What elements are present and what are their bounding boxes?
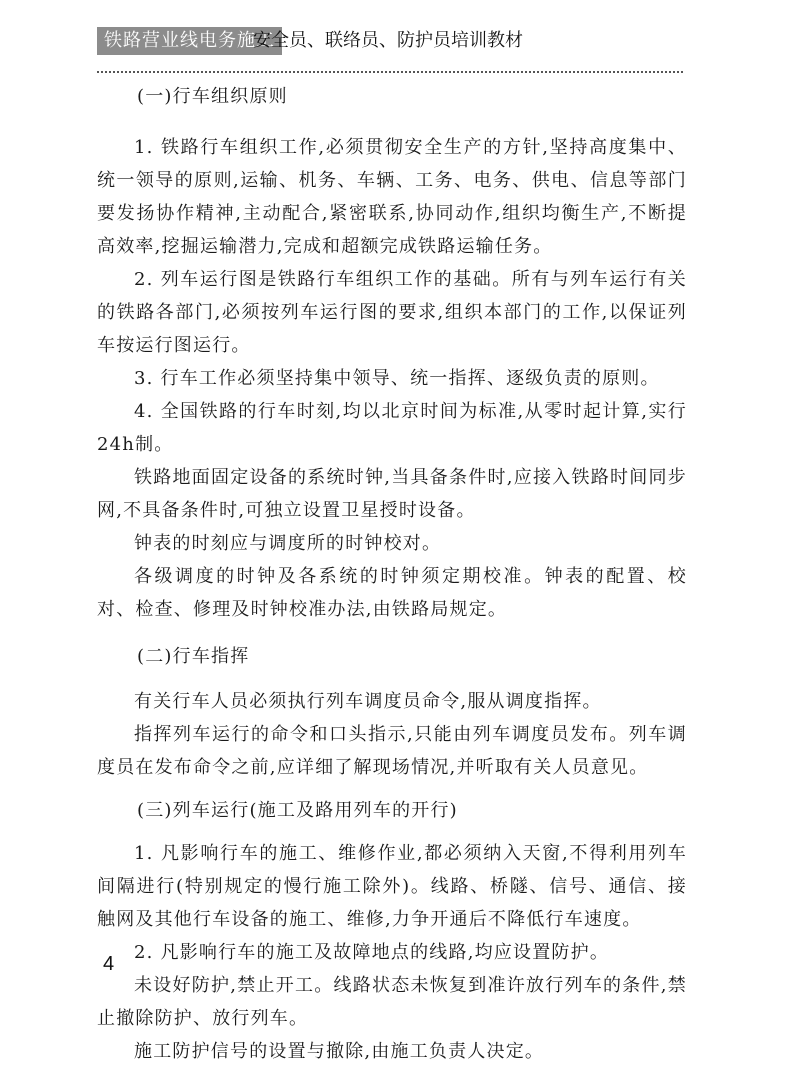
section-heading-3: (三)列车运行(施工及路用列车的开行) — [137, 800, 458, 821]
paragraph: 4. 全国铁路的行车时刻,均以北京时间为标准,从零时起计算,实行24h制。 — [97, 401, 687, 455]
paragraph: 铁路地面固定设备的系统时钟,当具备条件时,应接入铁路时间同步网,不具备条件时,可独立设置卫星授时设备。 — [97, 467, 687, 521]
paragraph: 指挥列车运行的命令和口头指示,只能由列车调度员发布。列车调度员在发布命令之前,应详细了解现场情况,并听取有关人员意见。 — [97, 724, 687, 778]
paragraph: 1. 凡影响行车的施工、维修作业,都必须纳入天窗,不得利用列车间隔进行(特别规定的慢行施工除外)。线路、桥隧、信号、通信、接触网及其他行车设备的施工、维修,力争开通后不降低行车速度。 — [97, 843, 687, 930]
paragraph: 1. 铁路行车组织工作,必须贯彻安全生产的方针,坚持高度集中、统一领导的原则,运输、机务、车辆、工务、电务、供电、信息等部门要发扬协作精神,主动配合,紧密联系,协同动作,组织均衡生产,不断提高效率,挖掘运输潜力,完成和超额完成铁路运输任务。 — [97, 137, 687, 257]
section-heading-1: (一)行车组织原则 — [137, 86, 288, 107]
running-header — [97, 27, 683, 57]
paragraph: 各级调度的时钟及各系统的时钟须定期校准。钟表的配置、校对、检查、修理及时钟校准办法,由铁路局规定。 — [97, 566, 687, 620]
paragraph: 3. 行车工作必须坚持集中领导、统一指挥、逐级负责的原则。 — [134, 368, 660, 389]
paragraph: 2. 列车运行图是铁路行车组织工作的基础。所有与列车运行有关的铁路各部门,必须按列车运行图的要求,组织本部门的工作,以保证列车按运行图运行。 — [97, 269, 687, 356]
book-title: 安全员、联络员、防护员培训教材 — [253, 30, 523, 51]
paragraph: 施工防护信号的设置与撤除,由施工负责人决定。 — [134, 1041, 545, 1062]
paragraph: 未设好防护,禁止开工。线路状态未恢复到准许放行列车的条件,禁止撤除防护、放行列车。 — [97, 975, 687, 1029]
page-body — [97, 80, 687, 1068]
paragraph: 2. 凡影响行车的施工及故障地点的线路,均应设置防护。 — [134, 942, 610, 963]
series-tag: 铁路营业线电务施工 — [97, 27, 282, 55]
paragraph: 有关行车人员必须执行列车调度员命令,服从调度指挥。 — [134, 691, 602, 712]
page-number: 4 — [103, 953, 115, 975]
section-heading-2: (二)行车指挥 — [137, 646, 250, 667]
header-dotted-rule — [97, 71, 683, 73]
paragraph: 钟表的时刻应与调度所的时钟校对。 — [134, 533, 442, 554]
